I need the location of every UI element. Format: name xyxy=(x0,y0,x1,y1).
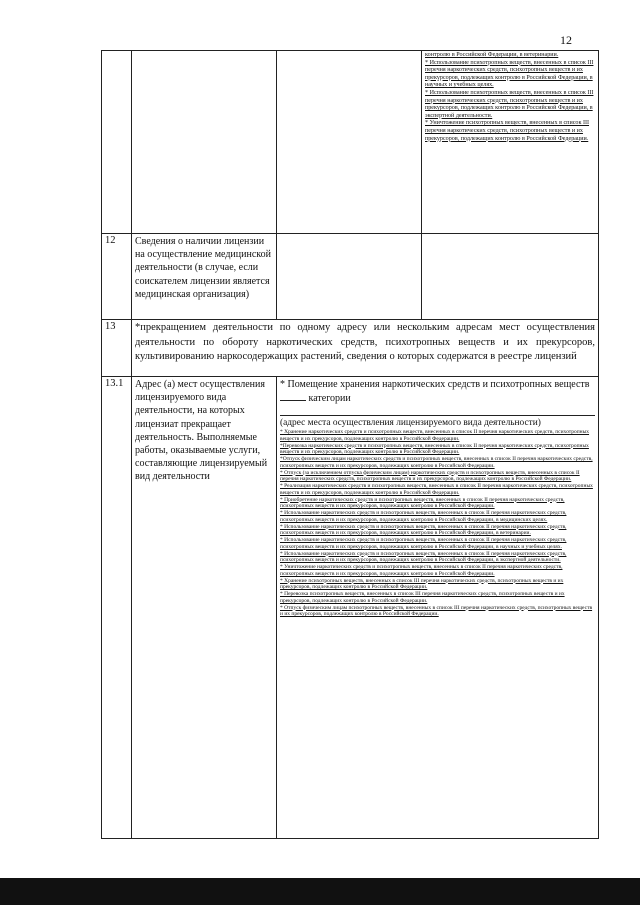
storage-premises-heading xyxy=(280,378,595,405)
table-row-13-1 xyxy=(102,377,599,839)
list-item: * Использование психотропных веществ, внесенных в список III перечня наркотических средств, психотропных веществ и их прекурсоров, подлежащих контролю в Российской Федерации, в экспертной деятельности. xyxy=(425,89,594,119)
list-item: * Использование наркотических средств и психотропных веществ, внесенных в список II перечня наркотических средств, психотропных веществ и их прекурсоров, подлежащих контролю в Российской Федерации, в научных и учебных целях. xyxy=(280,537,567,550)
list-item: *Отпуск физическим лицам наркотических средств и психотропных веществ, внесенных в список II перечня наркотических средств, психотропных веществ и их прекурсоров, подлежащих контролю в Российской Федерации. xyxy=(280,456,593,469)
address-caption: (адрес места осуществления лицензируемого вида деятельности) xyxy=(280,415,595,429)
list-item: * Уничтожение наркотических средств и психотропных веществ, внесенных в список II перечня наркотических средств, психотропных веществ и их прекурсоров, подлежащих контролю в Российской Федерации. xyxy=(280,564,563,577)
list-item: * Использование психотропных веществ, внесенных в список III перечня наркотических средств, психотропных веществ и их прекурсоров, подлежащих контролю в Российской Федерации, в научных и учебных целях. xyxy=(425,59,594,89)
page-number: 12 xyxy=(560,33,572,47)
list-item: * Использование наркотических средств и психотропных веществ, внесенных в список II перечня наркотических средств, психотропных веществ и их прекурсоров, подлежащих контролю в Российской Федерации, в экспертной деятельности. xyxy=(280,550,567,564)
row-number: 13 xyxy=(102,320,132,377)
row-number: 12 xyxy=(102,234,132,320)
list-item: *Перевозка наркотических средств и психотропных веществ, внесенных в список II перечня наркотических средств, психотропных веществ и их прекурсоров, подлежащих контролю в Российской Федерации. xyxy=(280,442,589,456)
list-item: * Использование наркотических средств и психотропных веществ, внесенных в список II перечня наркотических средств, психотропных веществ и их прекурсоров, подлежащих контролю в Российской Федерации, в ветеринарии. xyxy=(280,523,567,537)
list-item: * Использование наркотических средств и психотропных веществ, внесенных в список II перечня наркотических средств, психотропных веществ и их прекурсоров, подлежащих контролю в Российской Федерации, в медицинских целях. xyxy=(280,510,567,523)
scan-bottom-border xyxy=(0,878,640,905)
row-number: 13.1 xyxy=(102,377,132,839)
table-row-continuation xyxy=(102,51,599,234)
list-item: контролю в Российской Федерации, в ветеринарии. xyxy=(425,52,559,58)
category-label: категории xyxy=(308,393,351,404)
medical-license-label: Сведения о наличии лицензии на осуществление медицинской деятельности (в случае, если соискателем лицензии является медицинская организация) xyxy=(132,234,277,320)
table-row-12 xyxy=(102,234,599,320)
cell-activities-list xyxy=(422,51,599,234)
medical-license-value-extra[interactable] xyxy=(422,234,599,320)
storage-heading-text: * Помещение хранения наркотических средств и психотропных веществ xyxy=(280,379,590,390)
list-item: * Реализация наркотических средств и психотропных веществ, внесенных в список II перечня наркотических средств, психотропных веществ и их прекурсоров, подлежащих контролю в Российской Федерации. xyxy=(280,483,593,496)
license-form-table xyxy=(101,50,599,839)
list-item: * Отпуск физическим лицам психотропных веществ, внесенных в список III перечня наркотических средств, психотропных веществ и их прекурсоров, подлежащих контролю в Российской Федерации. xyxy=(280,604,593,618)
address-activities-cell xyxy=(277,377,599,839)
category-blank-field[interactable] xyxy=(280,391,306,401)
list-item: * Уничтожение психотропных веществ, внесенных в список III перечня наркотических средств, психотропных веществ и их прекурсоров, подлежащих контролю в Российской Федерации. xyxy=(425,120,590,142)
cell-number-empty xyxy=(102,51,132,234)
medical-license-value[interactable] xyxy=(277,234,422,320)
address-activities-label: Адрес (а) мест осуществления лицензируемого вида деятельности, на которых лицензиат прекращает деятельность. Выполняемые работы, оказываемые услуги, составляющие лицензируемый вид деятельности xyxy=(132,377,277,839)
table-row-13 xyxy=(102,320,599,377)
activities-list xyxy=(425,52,595,143)
list-item: * Хранение наркотических средств и психотропных веществ, внесенных в список II перечня наркотических средств, психотропных веществ и их прекурсоров, подлежащих контролю в Российской Федерации. xyxy=(280,429,590,442)
list-item: * Отпуск (за исключением отпуска физическим лицам) наркотических средств и психотропных веществ, внесенных в список II перечня наркотических средств, психотропных веществ и их прекурсоров, подлежащих контролю в Российской Федерации. xyxy=(280,469,580,483)
termination-statement: *прекращением деятельности по одному адресу или нескольким адресам мест осуществления деятельности по обороту наркотических средств, психотропных веществ и их прекурсоров, культивированию наркосодержащих растений, сведения о которых содержатся в реестре лицензий xyxy=(132,320,599,377)
cell-mid-empty xyxy=(277,51,422,234)
list-item: * Хранение психотропных веществ, внесенных в список III перечня наркотических средств, психотропных веществ и их прекурсоров, подлежащих контролю в Российской Федерации. xyxy=(280,577,564,591)
list-item: * Перевозка психотропных веществ, внесенных в список III перечня наркотических средств, психотропных веществ и их прекурсоров, подлежащих контролю в Российской Федерации. xyxy=(280,591,565,604)
activities-list xyxy=(280,429,595,618)
cell-name-empty xyxy=(132,51,277,234)
list-item: * Приобретение наркотических средств и психотропных веществ, внесенных в список II перечня наркотических средств, психотропных веществ и их прекурсоров, подлежащих контролю в Российской Федерации. xyxy=(280,496,565,510)
